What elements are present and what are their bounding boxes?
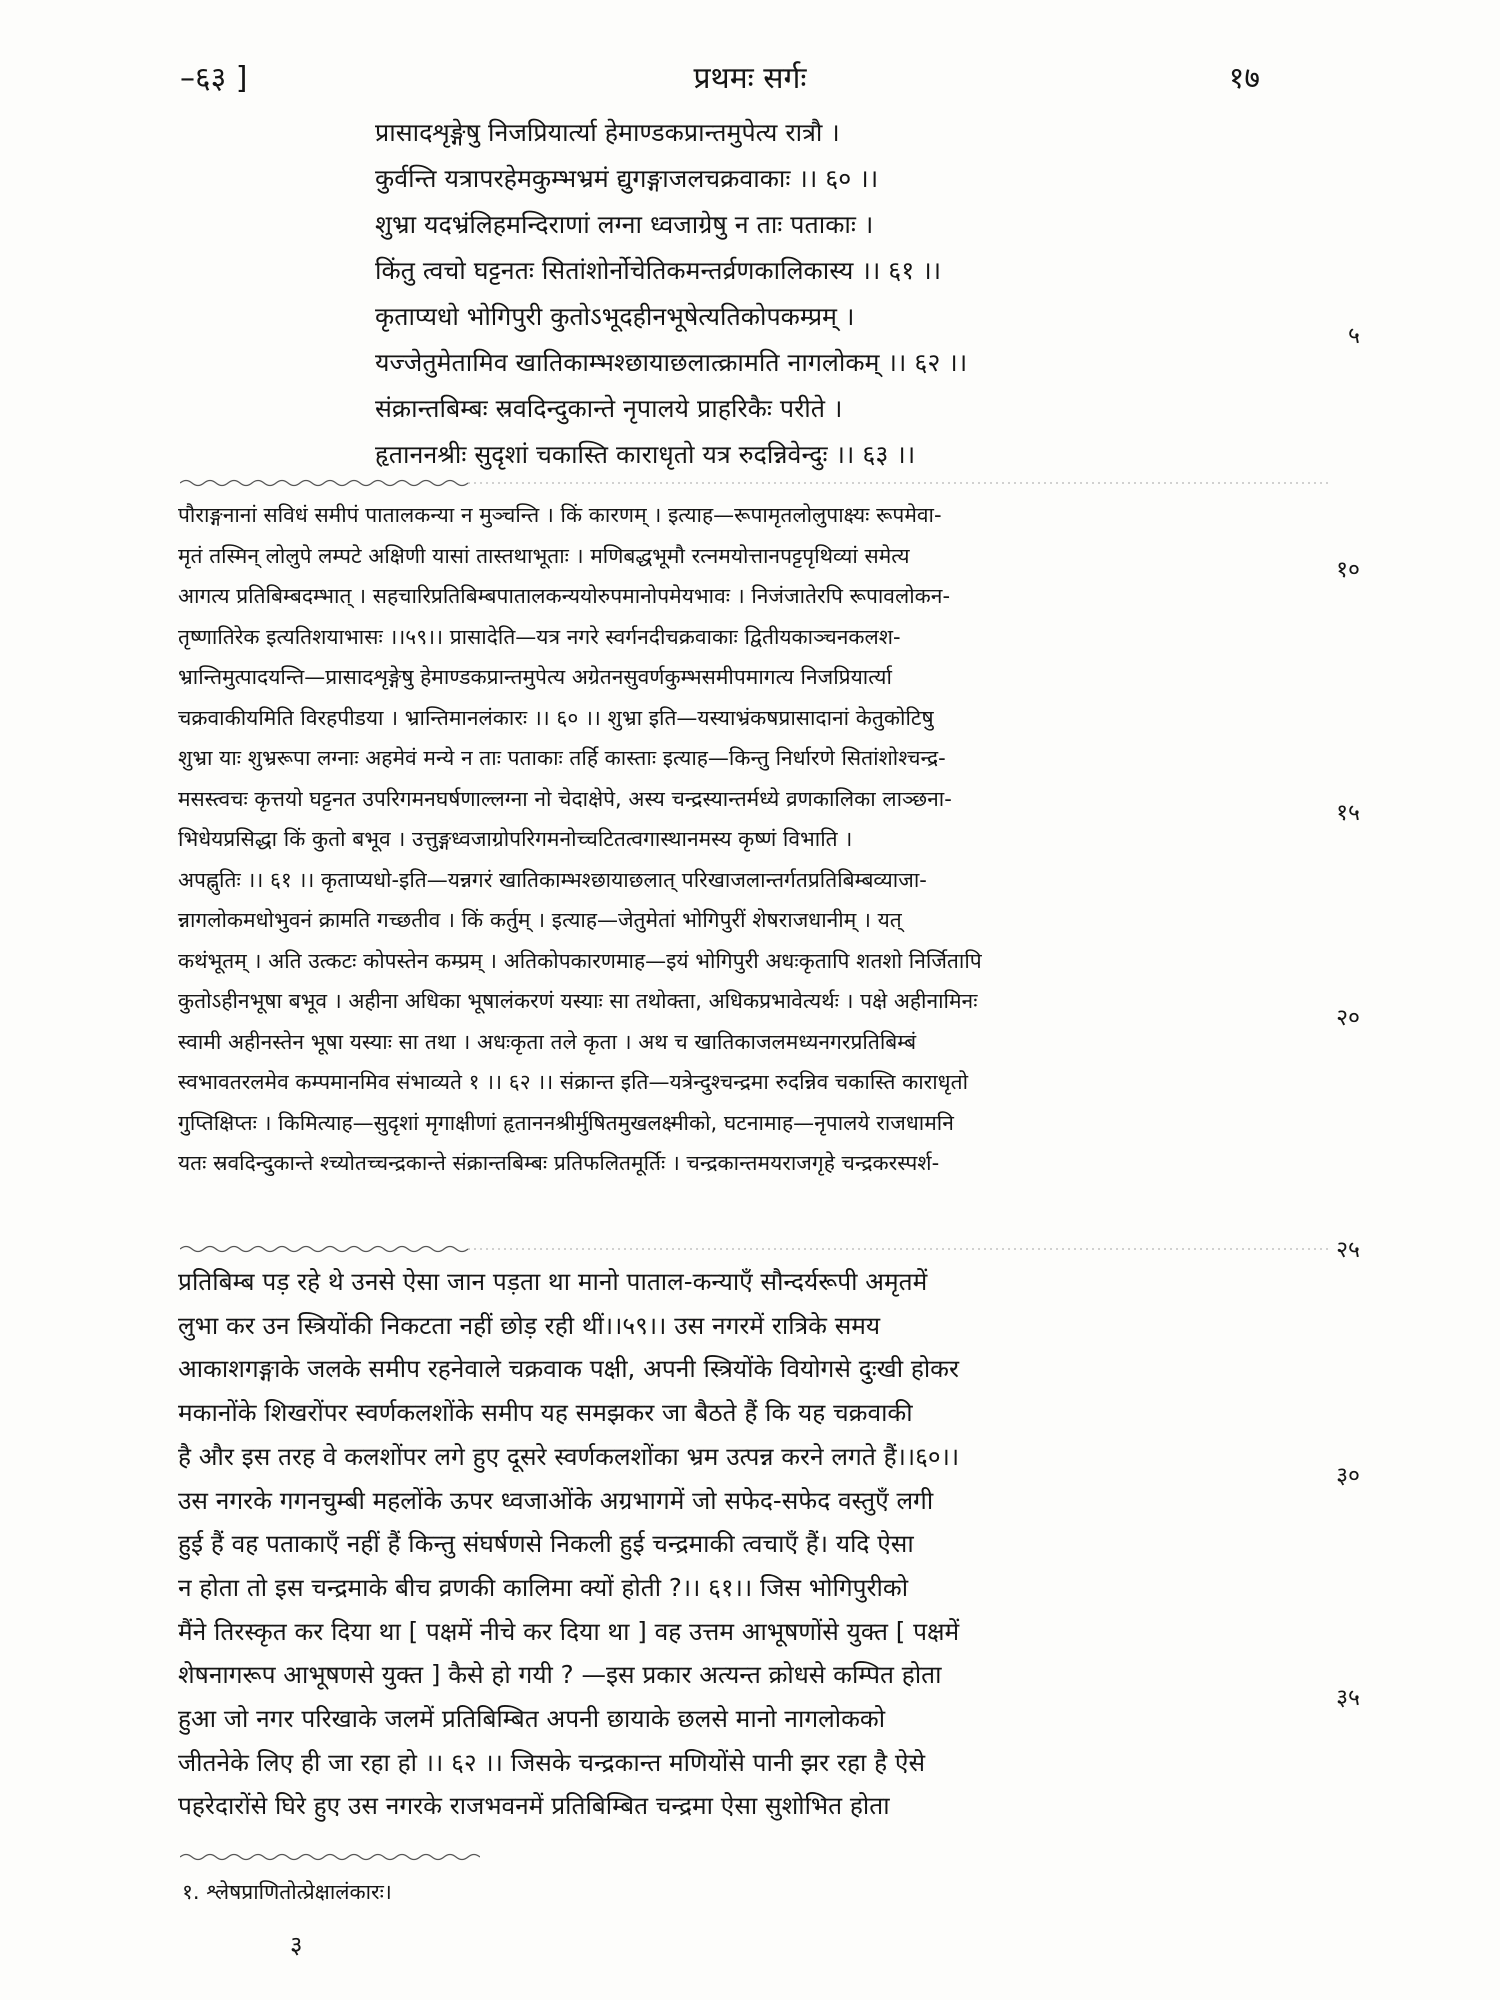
verse-line: यज्जेतुमेतामिव खातिकाम्भश्छायाछलात्क्रामति नागलोकम् ।। ६२ ।।: [375, 348, 968, 377]
translation-line: जीतनेके लिए ही जा रहा हो ।। ६२ ।। जिसके चन्द्रकान्त मणियोंसे पानी झर रहा है ऐसे: [178, 1747, 926, 1777]
translation-line: प्रतिबिम्ब पड़ रहे थे उनसे ऐसा जान पड़ता था मानो पाताल-कन्याएँ सौन्दर्यरूपी अमृतमें: [178, 1267, 928, 1296]
translation-line: लुभा कर उन स्त्रियोंकी निकटता नहीं छोड़ रही थीं।।५९।। उस नगरमें रात्रिके समय: [178, 1310, 881, 1340]
wavy-separator: [180, 1244, 1330, 1254]
translation-line: हुआ जो नगर परिखाके जलमें प्रतिबिम्बित अपनी छायाके छलसे मानो नागलोकको: [178, 1704, 886, 1734]
page-range-label: –६३ ]: [180, 61, 248, 96]
commentary-line: यतः स्रवदिन्दुकान्ते श्च्योतच्चन्द्रकान्ते संक्रान्तबिम्बः प्रतिफलितमूर्तिः । चन्द्रकान्तमयराजगृहे चन्द्रकरस्पर्श-: [178, 1151, 940, 1175]
commentary-line: मृतं तस्मिन् लोलुपे लम्पटे अक्षिणी यासां तास्तथाभूताः । मणिबद्धभूमौ रत्नमयोत्तानपट्टपृथिव्यां समेत्य: [178, 543, 910, 568]
verse-line: हृताननश्रीः सुदृशां चकास्ति काराधृतो यत्र रुदन्निवेन्दुः ।। ६३ ।।: [375, 440, 916, 469]
commentary-line: तृष्णातिरेक इत्यतिशयाभासः ।।५९।। प्रासादेति—यत्र नगरे स्वर्गनदीचक्रवाकाः द्वितीयकाञ्चनकलश-: [178, 624, 901, 649]
margin-line-number: ३५: [1336, 1685, 1360, 1711]
margin-line-number: ५: [1348, 323, 1360, 349]
chapter-title: प्रथमः सर्गः: [693, 61, 807, 96]
translation-line: शेषनागरूप आभूषणसे युक्त ] कैसे हो गयी ? —इस प्रकार अत्यन्त क्रोधसे कम्पित होता: [178, 1660, 942, 1690]
margin-line-number: ३०: [1336, 1463, 1360, 1489]
commentary-line: गुप्तिक्षिप्तः । किमित्याह—सुदृशां मृगाक्षीणां हृताननश्रीर्मुषितमुखलक्ष्मीको, घटनामाह—नृपालये राजधामनि: [178, 1110, 954, 1135]
signature-mark: ३: [290, 1931, 303, 1959]
translation-line: पहरेदारोंसे घिरे हुए उस नगरके राजभवनमें प्रतिबिम्बित चन्द्रमा ऐसा सुशोभित होता: [178, 1791, 890, 1821]
commentary-line: न्नागलोकमधोभुवनं क्रामति गच्छतीव । किं कर्तुम् । इत्याह—जेतुमेतां भोगिपुरीं शेषराजधानीम् । यत्: [178, 908, 902, 932]
commentary-line: कुतोऽहीनभूषा बभूव । अहीना अधिका भूषालंकरणं यस्याः सा तथोक्ता, अधिकप्रभावेत्यर्थः । पक्षे अहीनामिनः: [178, 989, 978, 1013]
verse-line: किंतु त्वचो घट्टनतः सितांशोर्नोचेतिकमन्तर्व्रणकालिकास्य ।। ६१ ।।: [375, 256, 942, 285]
verse-line: कुर्वन्ति यत्रापरहेमकुम्भभ्रमं द्युगङ्गाजलचक्रवाकाः ।। ६० ।।: [375, 164, 879, 193]
margin-line-number: १५: [1336, 800, 1360, 826]
verse-block: [375, 110, 1295, 478]
margin-line-number: १०: [1336, 557, 1360, 583]
commentary-line: भ्रान्तिमुत्पादयन्ति—प्रासादशृङ्गेषु हेमाण्डकप्रान्तमुपेत्य अग्रेतनसुवर्णकुम्भसमीपमागत्य निजप्रियार्त्या: [178, 665, 892, 689]
commentary-line: मसस्त्वचः कृत्तयो घट्टनत उपरिगमनघर्षणाल्लग्ना नो चेदाक्षेपे, अस्य चन्द्रस्यान्तर्मध्ये व्रणकालिका लाञ्छना-: [178, 786, 952, 811]
translation-line: न होता तो इस चन्द्रमाके बीच व्रणकी कालिमा क्यों होती ?।। ६१।। जिस भोगिपुरीको: [178, 1572, 909, 1602]
translation-line: मकानोंके शिखरोंपर स्वर्णकलशोंके समीप यह समझकर जा बैठते हैं कि यह चक्रवाकी: [178, 1398, 913, 1428]
commentary-line: भिधेयप्रसिद्धा किं कुतो बभूव । उत्तुङ्गध्वजाग्रोपरिगमनोच्चटितत्वगास्थानमस्य कृष्णं विभाति ।: [178, 827, 853, 851]
translation-block: [178, 1260, 1318, 1828]
commentary-line: शुभ्रा याः शुभ्ररूपा लग्नाः अहमेवं मन्ये न ताः पताकाः तर्हि कास्ताः इत्याह—किन्तु निर्धारणे सितांशोश्चन्द्र-: [178, 746, 946, 770]
footnote: १. श्लेषप्राणितोत्प्रेक्षालंकारः।: [182, 1880, 392, 1904]
commentary-line: चक्रवाकीयमिति विरहपीडया । भ्रान्तिमानलंकारः ।। ६० ।। शुभ्रा इति—यस्याभ्रंकषप्रासादानां केतुकोटिषु: [178, 705, 934, 730]
commentary-line: कथंभूतम् । अति उत्कटः कोपस्तेन कम्प्रम् । अतिकोपकारणमाह—इयं भोगिपुरी अधःकृतापि शतशो निर्जितापि: [178, 948, 982, 973]
translation-line: है और इस तरह वे कलशोंपर लगे हुए दूसरे स्वर्णकलशोंका भ्रम उत्पन्न करने लगते हैं।।६०।।: [178, 1441, 960, 1471]
footnote-separator: [180, 1852, 480, 1862]
translation-line: आकाशगङ्गाके जलके समीप रहनेवाले चक्रवाक पक्षी, अपनी स्त्रियोंके वियोगसे दुःखी होकर: [178, 1354, 960, 1384]
wavy-separator: [180, 478, 1330, 488]
commentary-line: स्वामी अहीनस्तेन भूषा यस्याः सा तथा । अधःकृता तले कृता । अथ च खातिकाजलमध्यनगरप्रतिबिम्बं: [178, 1029, 917, 1054]
translation-line: उस नगरके गगनचुम्बी महलोंके ऊपर ध्वजाओंके अग्रभागमें जो सफेद-सफेद वस्तुएँ लगी: [178, 1485, 934, 1515]
margin-line-number: २५: [1336, 1237, 1360, 1263]
margin-line-number: २०: [1336, 1005, 1360, 1031]
verse-line: प्रासादशृङ्गेषु निजप्रियार्त्या हेमाण्डकप्रान्तमुपेत्य रात्रौ ।: [375, 118, 840, 147]
verse-line: संक्रान्तबिम्बः स्रवदिन्दुकान्ते नृपालये प्राहरिकैः परीते ।: [375, 394, 843, 423]
translation-line: मैंने तिरस्कृत कर दिया था [ पक्षमें नीचे कर दिया था ] वह उत्तम आभूषणोंसे युक्त [ पक्षमें: [178, 1616, 960, 1646]
translation-line: हुई हैं वह पताकाएँ नहीं हैं किन्तु संघर्षणसे निकली हुई चन्द्रमाकी त्वचाएँ हैं। यदि ऐसा: [178, 1529, 914, 1559]
verse-line: शुभ्रा यदभ्रंलिहमन्दिराणां लग्ना ध्वजाग्रेषु न ताः पताकाः ।: [375, 210, 874, 239]
commentary-line: अपह्नुतिः ।। ६१ ।। कृताप्यधो-इति—यन्नगरं खातिकाम्भश्छायाछलात् परिखाजलान्तर्गतप्रतिबिम्बव्याजा-: [178, 867, 927, 892]
commentary-block: [178, 495, 1318, 1184]
commentary-line: पौराङ्गनानां सविधं समीपं पातालकन्या न मुञ्चन्ति । किं कारणम् । इत्याह—रूपामृतलोलुपाक्ष्यः रूपमेवा-: [178, 503, 942, 527]
commentary-line: स्वभावतरलमेव कम्पमानमिव संभाव्यते १ ।। ६२ ।। संक्रान्त इति—यत्रेन्दुश्चन्द्रमा रुदन्निव चकास्ति काराधृतो: [178, 1070, 969, 1094]
verse-line: कृताप्यधो भोगिपुरी कुतोऽभूदहीनभूषेत्यतिकोपकम्प्रम् ।: [375, 302, 855, 331]
commentary-line: आगत्य प्रतिबिम्बदम्भात् । सहचारिप्रतिबिम्बपातालकन्ययोरुपमानोपमेयभावः । निजंजातेरपि रूपावलोकन-: [178, 584, 951, 608]
page-number: १७: [1228, 61, 1260, 96]
